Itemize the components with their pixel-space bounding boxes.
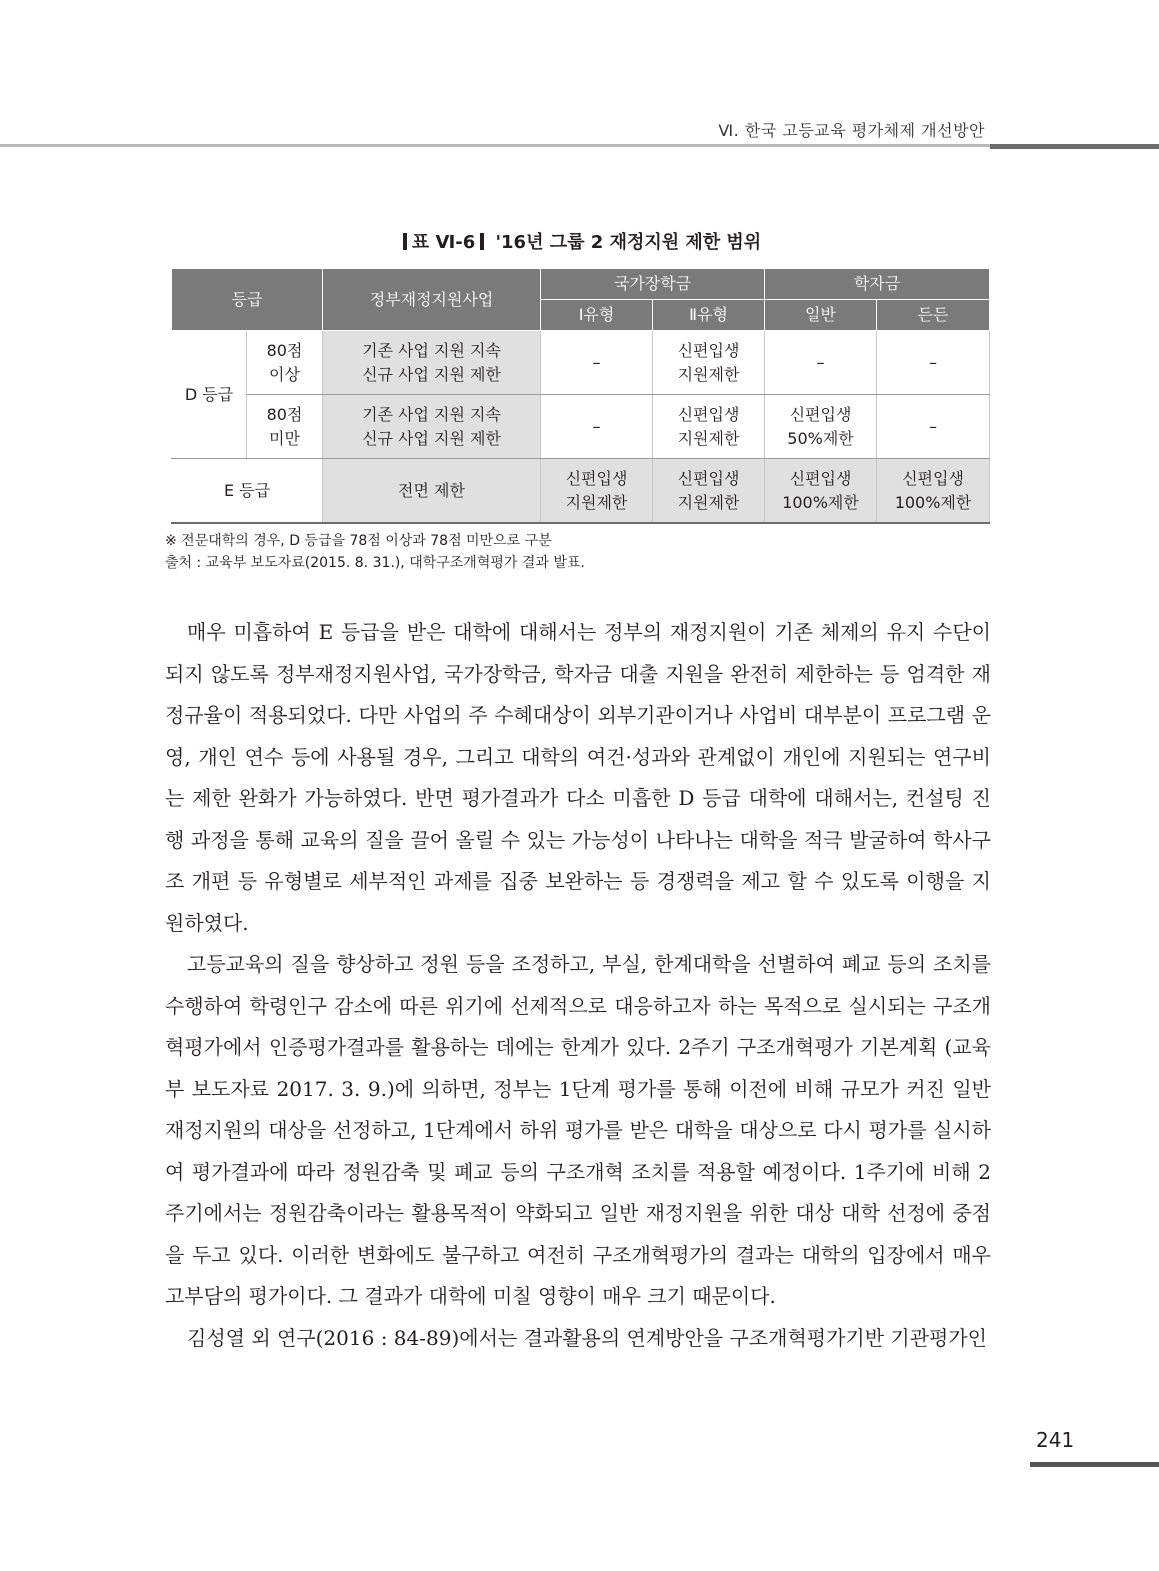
cell-d-grade: D 등급 (172, 331, 247, 459)
cell-e-general: 신편입생 100%제한 (765, 459, 877, 524)
header-general: 일반 (765, 300, 877, 331)
cell-d-above-general: – (765, 331, 877, 395)
header-rule-accent (990, 144, 1159, 149)
cell-e-type1: 신편입생 지원제한 (541, 459, 653, 524)
cell-e-dunddun: 신편입생 100%제한 (877, 459, 990, 524)
cell-d-below-dunddun: – (877, 395, 990, 459)
cell-d-above-type2: 신편입생 지원제한 (653, 331, 765, 395)
header-type2: Ⅱ유형 (653, 300, 765, 331)
page-number: 241 (1036, 1428, 1075, 1452)
header-dunddun: 든든 (877, 300, 990, 331)
paragraph-1: 매우 미흡하여 E 등급을 받은 대학에 대해서는 정부의 재정지원이 기존 체제의 유지 수단이 되지 않도록 정부재정지원사업, 국가장학금, 학자금 대출 지원을 완전히 제한하는 등 엄격한 재정규율이 적용되었다. 다만 사업의 주 수혜대상이 외부기관이거나 사업비 대부분이 프로그램 운영, 개인 연수 등에 사용될 경우, 그리고 대학의 여건·성과와 관계없이 개인에 지원되는 연구비는 제한 완화가 가능하였다. 반면 평가결과가 다소 미흡한 D 등급 대학에 대해서는, 컨설팅 진행 과정을 통해 교육의 질을 끌어 올릴 수 있는 가능성이 나타나는 대학을 적극 발굴하여 학사구조 개편 등 유형별로 세부적인 과제를 집중 보완하는 등 경쟁력을 제고 할 수 있도록 이행을 지원하였다. (165, 620, 991, 935)
cell-d-below-score: 80점 미만 (247, 395, 323, 459)
paragraph-3: 김성열 외 연구(2016 : 84-89)에서는 결과활용의 연계방안을 구조개혁평가기반 기관평가인 (187, 1325, 987, 1350)
header-type1: Ⅰ유형 (541, 300, 653, 331)
table-source: 출처 : 교육부 보도자료(2015. 8. 31.), 대학구조개혁평가 결과 발표. (165, 555, 585, 571)
cell-e-project: 전면 제한 (323, 459, 541, 524)
table-note: ※ 전문대학의 경우, D 등급을 78점 이상과 78점 미만으로 구분 (165, 533, 552, 549)
caption-bar-left (403, 233, 407, 250)
table-caption-title: '16년 그룹 2 재정지원 제한 범위 (495, 232, 762, 253)
paragraph-2: 고등교육의 질을 향상하고 정원 등을 조정하고, 부실, 한계대학을 선별하여 폐교 등의 조치를 수행하여 학령인구 감소에 따른 위기에 선제적으로 대응하고자 하는 목적으로 실시되는 구조개혁평가에서 인증평가결과를 활용하는 데에는 한계가 있다. 2주기 구조개혁평가 기본계획 (교육부 보도자료 2017. 3. 9.)에 의하면, 정부는 1단계 평가를 통해 이전에 비해 규모가 커진 일반재정지원의 대상을 선정하고, 1단계에서 하위 평가를 받은 대학을 대상으로 다시 평가를 실시하여 평가결과에 따라 정원감축 및 폐교 등의 구조개혁 조치를 적용할 예정이다. 1주기에 비해 2주기에서는 정원감축이라는 활용목적이 약화되고 일반 재정지원을 위한 대상 대학 선정에 중점을 두고 있다. 이러한 변화에도 불구하고 여전히 구조개혁평가의 결과는 대학의 입장에서 매우 고부담의 평가이다. 그 결과가 대학에 미칠 영향이 매우 크기 때문이다. (165, 952, 991, 1308)
cell-d-below-general: 신편입생 50%제한 (765, 395, 877, 459)
table-caption (0, 228, 1159, 254)
cell-d-above-dunddun: – (877, 331, 990, 395)
body-text (165, 612, 991, 1359)
cell-e-type2: 신편입생 지원제한 (653, 459, 765, 524)
header-student-loan: 학자금 (765, 269, 990, 300)
cell-d-below-project: 기존 사업 지원 지속 신규 사업 지원 제한 (323, 395, 541, 459)
header-grade: 등급 (172, 269, 323, 331)
cell-e-grade: E 등급 (172, 459, 323, 524)
cell-d-above-score: 80점 이상 (247, 331, 323, 395)
header-national-scholarship: 국가장학금 (541, 269, 765, 300)
footer-rule (1030, 1462, 1159, 1467)
running-header: Ⅵ. 한국 고등교육 평가체제 개선방안 (718, 121, 985, 140)
caption-bar-right (480, 233, 484, 250)
cell-d-below-type2: 신편입생 지원제한 (653, 395, 765, 459)
cell-d-above-project: 기존 사업 지원 지속 신규 사업 지원 제한 (323, 331, 541, 395)
cell-d-above-type1: – (541, 331, 653, 395)
header-rule (0, 144, 990, 147)
cell-d-below-type1: – (541, 395, 653, 459)
header-gov-project: 정부재정지원사업 (323, 269, 541, 331)
restriction-table (171, 268, 990, 524)
table-caption-label: 표 Ⅵ-6 (411, 232, 476, 253)
